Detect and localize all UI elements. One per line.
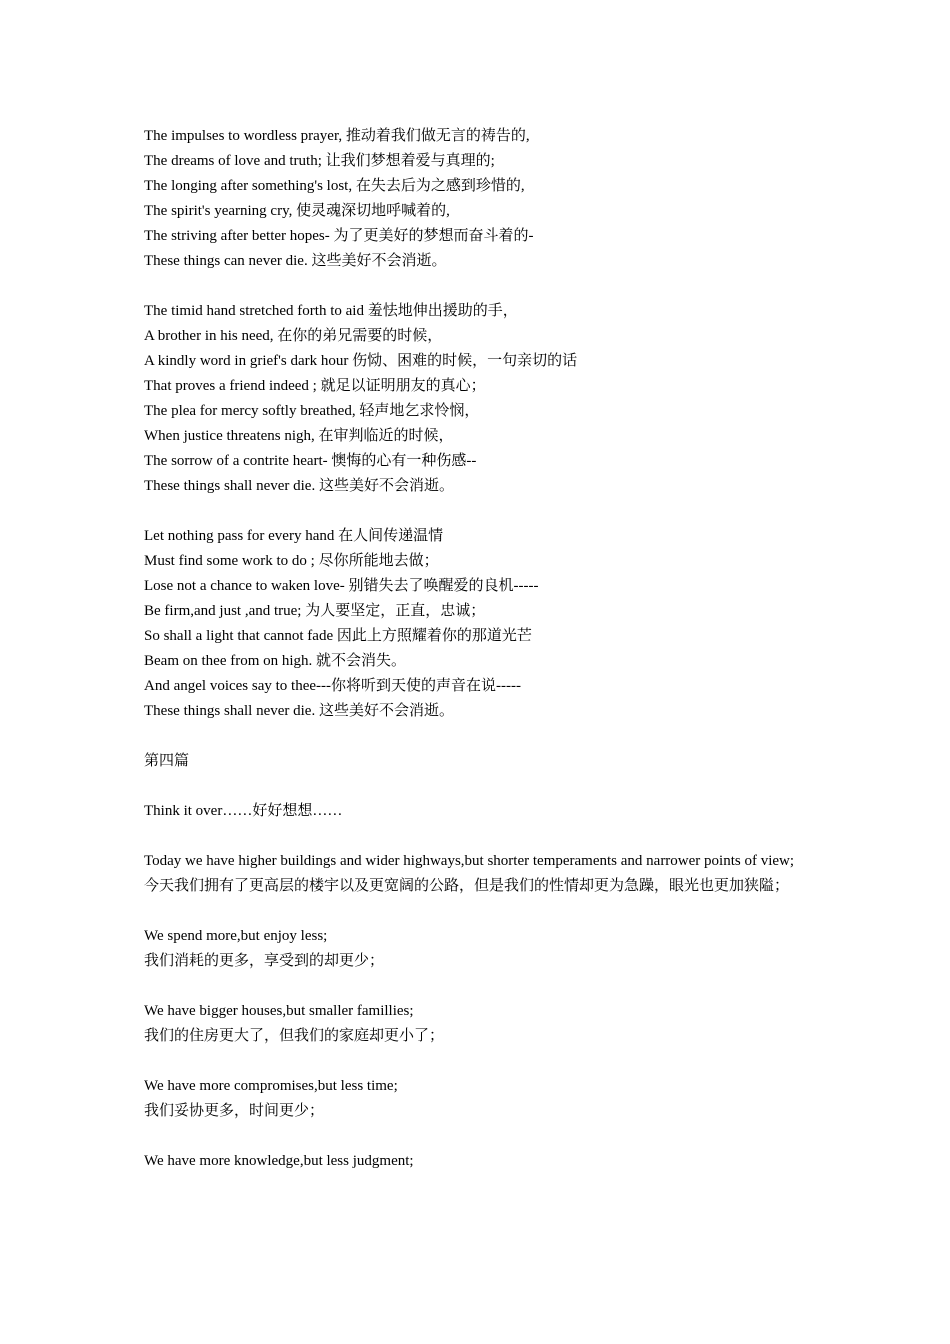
blank-line xyxy=(144,274,806,299)
poem-line: A kindly word in grief's dark hour 伤恸、困难的时候，一句亲切的话 xyxy=(144,353,578,369)
poem-line: These things shall never die. 这些美好不会消逝。 xyxy=(144,478,454,494)
poem-line: These things shall never die. 这些美好不会消逝。 xyxy=(144,703,454,719)
poem-line: So shall a light that cannot fade 因此上方照耀着你的那道光芒 xyxy=(144,628,532,644)
essay-title: Think it over……好好想想…… xyxy=(144,803,343,819)
chinese-text: 我们妥协更多，时间更少； xyxy=(144,1103,325,1119)
blank-line xyxy=(144,1124,806,1149)
essay-paragraph xyxy=(144,1074,806,1124)
poem-line: The striving after better hopes- 为了更美好的梦想而奋斗着的- xyxy=(144,228,534,244)
poem-line: A brother in his need, 在你的弟兄需要的时候， xyxy=(144,328,443,344)
poem-line: And angel voices say to thee---你将听到天使的声音在说----- xyxy=(144,678,521,694)
essay-paragraph xyxy=(144,999,806,1049)
blank-line xyxy=(144,774,806,799)
poem-stanza-2 xyxy=(144,299,806,499)
english-text: We have bigger houses,but smaller famillies; xyxy=(144,1003,414,1019)
poem-line: The impulses to wordless prayer, 推动着我们做无言的祷告的, xyxy=(144,128,530,144)
essay-paragraph xyxy=(144,849,806,899)
poem-line: The plea for mercy softly breathed, 轻声地乞求怜悯， xyxy=(144,403,480,419)
blank-line xyxy=(144,974,806,999)
english-text: We spend more,but enjoy less; xyxy=(144,928,328,944)
poem-line: These things can never die. 这些美好不会消逝。 xyxy=(144,253,447,269)
poem-line: The dreams of love and truth; 让我们梦想着爱与真理的; xyxy=(144,153,495,169)
poem-line: Lose not a chance to waken love- 别错失去了唤醒爱的良机----- xyxy=(144,578,539,594)
poem-line: Beam on thee from on high. 就不会消失。 xyxy=(144,653,407,669)
blank-line xyxy=(144,1049,806,1074)
poem-line: That proves a friend indeed ; 就足以证明朋友的真心； xyxy=(144,378,486,394)
english-text: We have more knowledge,but less judgment; xyxy=(144,1153,414,1169)
chinese-text: 今天我们拥有了更高层的楼宇以及更宽阔的公路，但是我们的性情却更为急躁，眼光也更加狭隘； xyxy=(144,878,790,894)
document-page xyxy=(144,124,806,1174)
poem-line: The timid hand stretched forth to aid 羞怯地伸出援助的手， xyxy=(144,303,518,319)
blank-line xyxy=(144,499,806,524)
essay-paragraph xyxy=(144,924,806,974)
poem-stanza-3 xyxy=(144,524,806,724)
poem-line: The sorrow of a contrite heart- 懊悔的心有一种伤感-- xyxy=(144,453,477,469)
chinese-text: 我们消耗的更多，享受到的却更少； xyxy=(144,953,385,969)
blank-line xyxy=(144,899,806,924)
blank-line xyxy=(144,724,806,749)
poem-line: The longing after something's lost, 在失去后为之感到珍惜的, xyxy=(144,178,525,194)
poem-line: The spirit's yearning cry, 使灵魂深切地呼喊着的, xyxy=(144,203,450,219)
section-heading: 第四篇 xyxy=(144,753,190,769)
poem-line: When justice threatens nigh, 在审判临近的时候， xyxy=(144,428,454,444)
poem-stanza-1 xyxy=(144,124,806,274)
poem-line: Let nothing pass for every hand 在人间传递温情 xyxy=(144,528,444,544)
english-text: We have more compromises,but less time; xyxy=(144,1078,398,1094)
poem-line: Must find some work to do ; 尽你所能地去做； xyxy=(144,553,439,569)
english-text: Today we have higher buildings and wider highways,but shorter temperaments and narrower points of view; xyxy=(144,853,795,869)
poem-line: Be firm,and just ,and true; 为人要坚定，正直，忠诚； xyxy=(144,603,486,619)
chinese-text: 我们的住房更大了，但我们的家庭却更小了； xyxy=(144,1028,445,1044)
blank-line xyxy=(144,824,806,849)
